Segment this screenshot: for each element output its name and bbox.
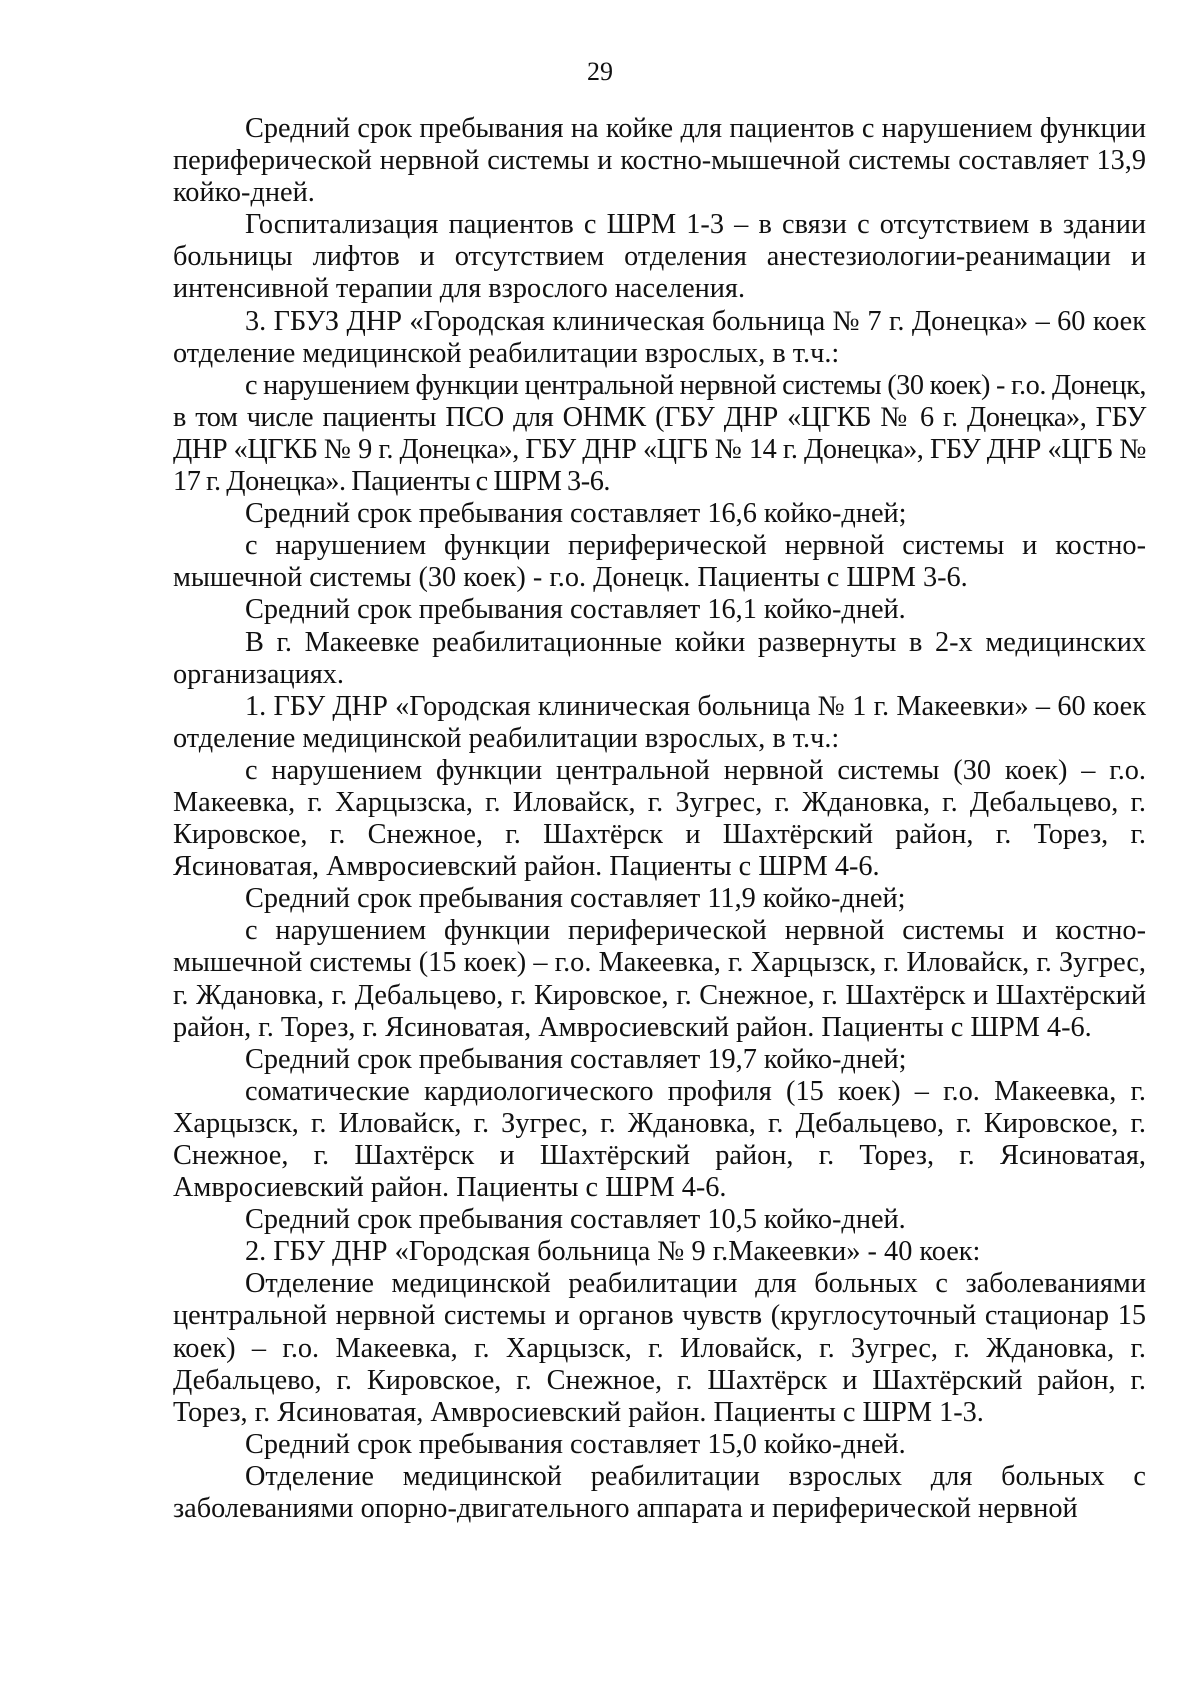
paragraph: В г. Макеевке реабилитационные койки развернуты в 2-х медицинских организациях. xyxy=(173,626,1146,690)
paragraph: с нарушением функции периферической нервной системы и костно-мышечной системы (30 коек) - г.о. Донецк. Пациенты с ШРМ 3-6. xyxy=(173,530,1146,594)
paragraph: Госпитализация пациентов с ШРМ 1-3 – в связи с отсутствием в здании больницы лифтов и отсутствием отделения анестезиологии-реанимации и интенсивной терапии для взрослого населения. xyxy=(173,209,1146,305)
paragraph: с нарушением функции центральной нервной системы (30 коек) – г.о. Макеевка, г. Харцызска, г. Иловайск, г. Зугрес, г. Ждановка, г. Дебальцево, г. Кировское, г. Снежное, г. Шахтёрск и Шахтёрский район, г. Торез, г. Ясиноватая, Амвросиевский район. Пациенты с ШРМ 4-6. xyxy=(173,754,1146,883)
paragraph: соматические кардиологического профиля (15 коек) – г.о. Макеевка, г. Харцызск, г. Иловайск, г. Зугрес, г. Ждановка, г. Дебальцево, г. Кировское, г. Снежное, г. Шахтёрск и Шахтёрский район, г. Торез, г. Ясиноватая, Амвросиевский район. Пациенты с ШРМ 4-6. xyxy=(173,1075,1146,1204)
page-number: 29 xyxy=(587,57,613,86)
paragraph: Средний срок пребывания составляет 15,0 койко-дней. xyxy=(245,1428,906,1460)
paragraph: Средний срок пребывания составляет 11,9 койко-дней; xyxy=(245,883,906,915)
paragraph: 1. ГБУ ДНР «Городская клиническая больница № 1 г. Макеевки» – 60 коек отделение медицинской реабилитации взрослых, в т.ч.: xyxy=(173,690,1146,754)
paragraph: 2. ГБУ ДНР «Городская больница № 9 г.Макеевки» - 40 коек: xyxy=(245,1236,981,1268)
paragraph: с нарушением функции центральной нервной системы (30 коек) - г.о. Донецк, в том числе пациенты ПСО для ОНМК (ГБУ ДНР «ЦГКБ № 6 г. Донецка», ГБУ ДНР «ЦГКБ № 9 г. Донецка», ГБУ ДНР «ЦГБ № 14 г. Донецка», ГБУ ДНР «ЦГБ № 17 г. Донецка». Пациенты с ШРМ 3-6. xyxy=(173,369,1146,498)
paragraph: с нарушением функции периферической нервной системы и костно-мышечной системы (15 коек) – г.о. Макеевка, г. Харцызск, г. Иловайск, г. Зугрес, г. Ждановка, г. Дебальцево, г. Кировское, г. Снежное, г. Шахтёрск и Шахтёрский район, г. Торез, г. Ясиноватая, Амвросиевский район. Пациенты с ШРМ 4-6. xyxy=(173,915,1146,1043)
paragraph: Средний срок пребывания составляет 19,7 койко-дней; xyxy=(245,1043,907,1075)
paragraph: Средний срок пребывания на койке для пациентов с нарушением функции периферической нервной системы и костно-мышечной системы составляет 13,9 койко-дней. xyxy=(173,113,1146,209)
paragraph: Средний срок пребывания составляет 16,6 койко-дней; xyxy=(245,498,907,530)
paragraph: Отделение медицинской реабилитации взрослых для больных с заболеваниями опорно-двигательного аппарата и периферической нервной xyxy=(173,1460,1146,1525)
paragraph: 3. ГБУЗ ДНР «Городская клиническая больница № 7 г. Донецка» – 60 коек отделение медицинской реабилитации взрослых, в т.ч.: xyxy=(173,305,1146,369)
document-body xyxy=(173,113,1146,1525)
paragraph: Средний срок пребывания составляет 16,1 койко-дней. xyxy=(245,594,906,626)
paragraph: Средний срок пребывания составляет 10,5 койко-дней. xyxy=(245,1204,906,1236)
paragraph: Отделение медицинской реабилитации для больных с заболеваниями центральной нервной системы и органов чувств (круглосуточный стационар 15 коек) – г.о. Макеевка, г. Харцызск, г. Иловайск, г. Зугрес, г. Ждановка, г. Дебальцево, г. Кировское, г. Снежное, г. Шахтёрск и Шахтёрский район, г. Торез, г. Ясиноватая, Амвросиевский район. Пациенты с ШРМ 1-3. xyxy=(173,1268,1146,1428)
